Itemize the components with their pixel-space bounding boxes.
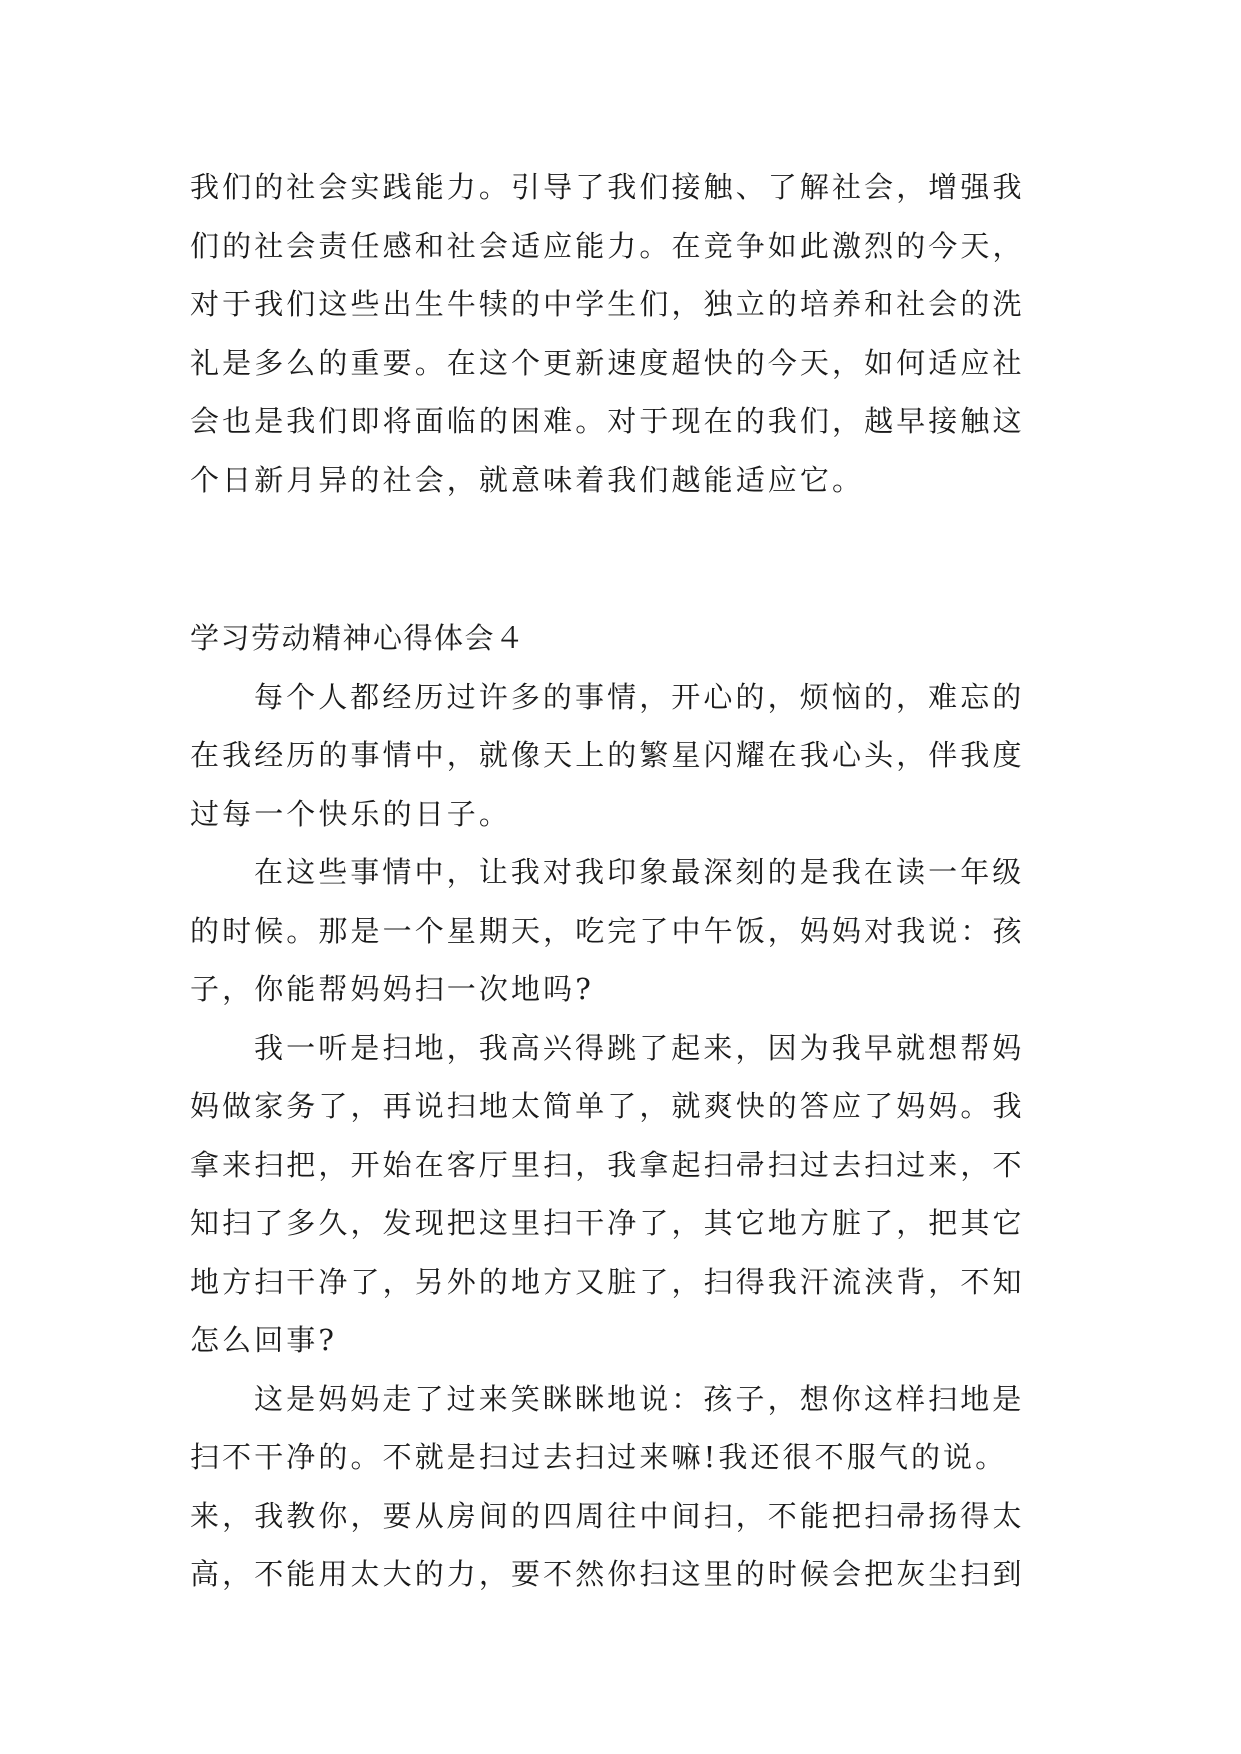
- section-title: 学习劳动精神心得体会４: [190, 621, 526, 655]
- text-line: 们的社会责任感和社会适应能力。在竞争如此激烈的今天，: [190, 228, 1025, 263]
- text-line: 扫不干净的。不就是扫过去扫过来嘛!我还很不服气的说。: [190, 1440, 1008, 1474]
- text-line: 知扫了多久，发现把这里扫干净了，其它地方脏了，把其它: [190, 1206, 1025, 1240]
- text-line: 我一听是扫地，我高兴得跳了起来，因为我早就想帮妈: [254, 1030, 1025, 1065]
- text-line: 妈做家务了，再说扫地太简单了，就爽快的答应了妈妈。我: [190, 1089, 1025, 1123]
- text-line: 在这些事情中，让我对我印象最深刻的是我在读一年级: [254, 855, 1025, 889]
- text-line: 地方扫干净了，另外的地方又脏了，扫得我汗流浃背，不知: [190, 1264, 1025, 1299]
- intro-paragraph: [190, 158, 1060, 509]
- text-line: 在我经历的事情中，就像天上的繁星闪耀在我心头，伴我度: [190, 738, 1025, 772]
- paragraph-2: [190, 843, 1060, 1019]
- text-line: 的时候。那是一个星期天，吃完了中午饭，妈妈对我说：孩: [190, 913, 1025, 948]
- text-line: 高，不能用太大的力，要不然你扫这里的时候会把灰尘扫到: [190, 1557, 1025, 1591]
- text-line: 怎么回事?: [190, 1323, 338, 1357]
- paragraph-3: [190, 1019, 1060, 1370]
- text-line: 过每一个快乐的日子。: [190, 796, 512, 831]
- text-line: 会也是我们即将面临的困难。对于现在的我们，越早接触这: [190, 404, 1025, 438]
- text-line: 这是妈妈走了过来笑眯眯地说：孩子，想你这样扫地是: [254, 1381, 1025, 1416]
- text-line: 对于我们这些出生牛犊的中学生们，独立的培养和社会的洗: [190, 287, 1025, 321]
- paragraph-4: [190, 1370, 1060, 1604]
- paragraph-1: [190, 668, 1060, 844]
- text-line: 礼是多么的重要。在这个更新速度超快的今天，如何适应社: [190, 345, 1025, 380]
- text-line: 每个人都经历过许多的事情，开心的，烦恼的，难忘的: [254, 679, 1025, 714]
- document-body: [190, 158, 1060, 1604]
- text-line: 个日新月异的社会，就意味着我们越能适应它。: [190, 462, 865, 497]
- text-line: 拿来扫把，开始在客厅里扫，我拿起扫帚扫过去扫过来，不: [190, 1147, 1025, 1182]
- text-line: 来，我教你，要从房间的四周往中间扫，不能把扫帚扬得太: [190, 1498, 1025, 1533]
- text-line: 我们的社会实践能力。引导了我们接触、了解社会，增强我: [190, 170, 1025, 204]
- section-spacer: [190, 509, 1060, 609]
- text-line: 子，你能帮妈妈扫一次地吗?: [190, 972, 594, 1006]
